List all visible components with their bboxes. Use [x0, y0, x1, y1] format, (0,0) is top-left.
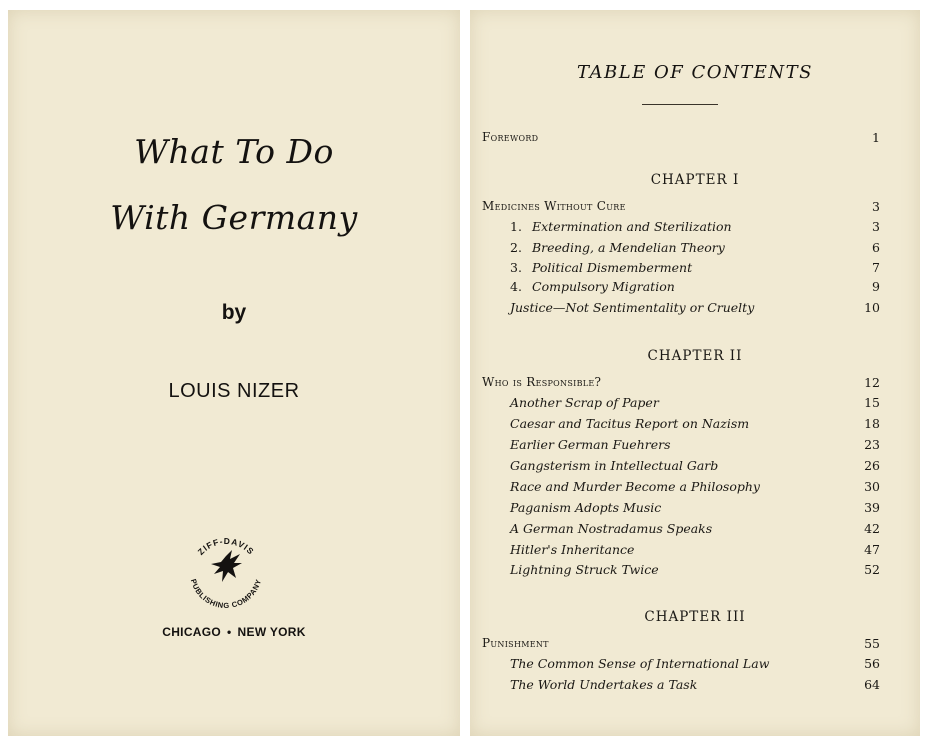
toc-entry: [482, 240, 880, 258]
toc-entry-page: 55: [864, 636, 880, 651]
toc-entry: [482, 416, 880, 434]
toc-entry-label: 4. Compulsory Migration: [510, 279, 675, 294]
toc-entry-label: Who is Responsible?: [482, 375, 602, 389]
toc-entry-foreword: [482, 130, 880, 148]
contents-page: [470, 10, 920, 736]
logo-text-top: ZIFF-DAVIS: [195, 535, 257, 557]
author-name: LOUIS NIZER: [168, 380, 300, 402]
toc-entry: [482, 260, 880, 278]
toc-entry-label: Punishment: [482, 636, 549, 650]
toc-entry-label: Justice—Not Sentimentality or Cruelty: [510, 300, 755, 315]
toc-entry: [482, 437, 880, 455]
toc-entry-label: Paganism Adopts Music: [510, 500, 662, 515]
by-line: by: [221, 301, 247, 324]
toc-entry-page: 42: [864, 521, 880, 536]
toc-entry-label: The Common Sense of International Law: [510, 656, 770, 671]
toc-entry-page: 39: [864, 500, 880, 515]
toc-entry-label: 3. Political Dismemberment: [510, 260, 693, 275]
chapter-2-title: [482, 375, 880, 393]
imprint-separator: •: [227, 625, 232, 639]
toc-entry-page: 23: [864, 437, 880, 452]
svg-text:PUBLISHING COMPANY: [189, 578, 263, 610]
imprint-city-1: CHICAGO: [162, 625, 222, 639]
toc-entry: [482, 395, 880, 413]
toc-entry-page: 52: [864, 562, 880, 577]
chapter-3-heading: CHAPTER III: [644, 609, 746, 625]
toc-entry: [482, 219, 880, 237]
toc-entry-label: Hitler's Inheritance: [510, 542, 635, 557]
toc-entry-page: 10: [864, 300, 880, 315]
toc-entry-page: 64: [864, 677, 880, 692]
toc-entry-page: 56: [864, 656, 880, 671]
toc-entry-label: Foreword: [482, 130, 539, 144]
toc-entry: [482, 300, 880, 318]
toc-entry-label: Race and Murder Become a Philosophy: [510, 479, 760, 494]
toc-entry: [482, 500, 880, 518]
toc-entry-page: 12: [864, 375, 880, 390]
toc-entry-page: 3: [872, 199, 880, 214]
toc-entry: [482, 479, 880, 497]
heading-rule: [642, 104, 718, 105]
publisher-logo-icon: [180, 526, 272, 618]
logo-text-bottom: PUBLISHING COMPANY: [188, 577, 264, 611]
toc-entry: [482, 279, 880, 297]
toc-entry: [482, 542, 880, 560]
toc-entry-page: 6: [872, 240, 880, 255]
toc-entry-label: A German Nostradamus Speaks: [510, 521, 713, 536]
toc-entry-label: Caesar and Tacitus Report on Nazism: [510, 416, 750, 431]
chapter-3-title: [482, 636, 880, 654]
toc-entry-page: 9: [872, 279, 880, 294]
book-title-line-1: What To Do: [134, 132, 334, 171]
toc-entry-page: 30: [864, 479, 880, 494]
toc-entry-label: The World Undertakes a Task: [510, 677, 698, 692]
toc-entry-page: 1: [872, 130, 880, 145]
toc-entry: [482, 656, 880, 674]
toc-entry: [482, 562, 880, 580]
toc-entry-page: 15: [864, 395, 880, 410]
toc-entry-label: Another Scrap of Paper: [510, 395, 659, 410]
title-page: [8, 10, 460, 736]
toc-entry-label: Medicines Without Cure: [482, 199, 626, 213]
toc-entry-label: Earlier German Fuehrers: [510, 437, 671, 452]
toc-entry-label: Gangsterism in Intellectual Garb: [510, 458, 719, 473]
contents-heading: TABLE OF CONTENTS: [576, 62, 814, 83]
svg-text:ZIFF-DAVIS: [196, 536, 257, 557]
toc-entry-label: 1. Extermination and Sterilization: [510, 219, 732, 234]
imprint: [8, 625, 460, 639]
imprint-city-2: NEW YORK: [237, 625, 306, 639]
toc-entry-page: 7: [872, 260, 880, 275]
book-title-line-2: With Germany: [110, 198, 358, 237]
toc-entry-page: 18: [864, 416, 880, 431]
toc-entry: [482, 677, 880, 695]
chapter-1-title: [482, 199, 880, 217]
chapter-2-heading: CHAPTER II: [647, 348, 743, 364]
toc-entry-page: 26: [864, 458, 880, 473]
toc-entry-page: 3: [872, 219, 880, 234]
chapter-1-heading: CHAPTER I: [650, 172, 740, 188]
toc-entry-page: 47: [864, 542, 880, 557]
toc-entry: [482, 458, 880, 476]
toc-entry: [482, 521, 880, 539]
toc-entry-label: Lightning Struck Twice: [510, 562, 659, 577]
toc-entry-label: 2. Breeding, a Mendelian Theory: [510, 240, 725, 255]
